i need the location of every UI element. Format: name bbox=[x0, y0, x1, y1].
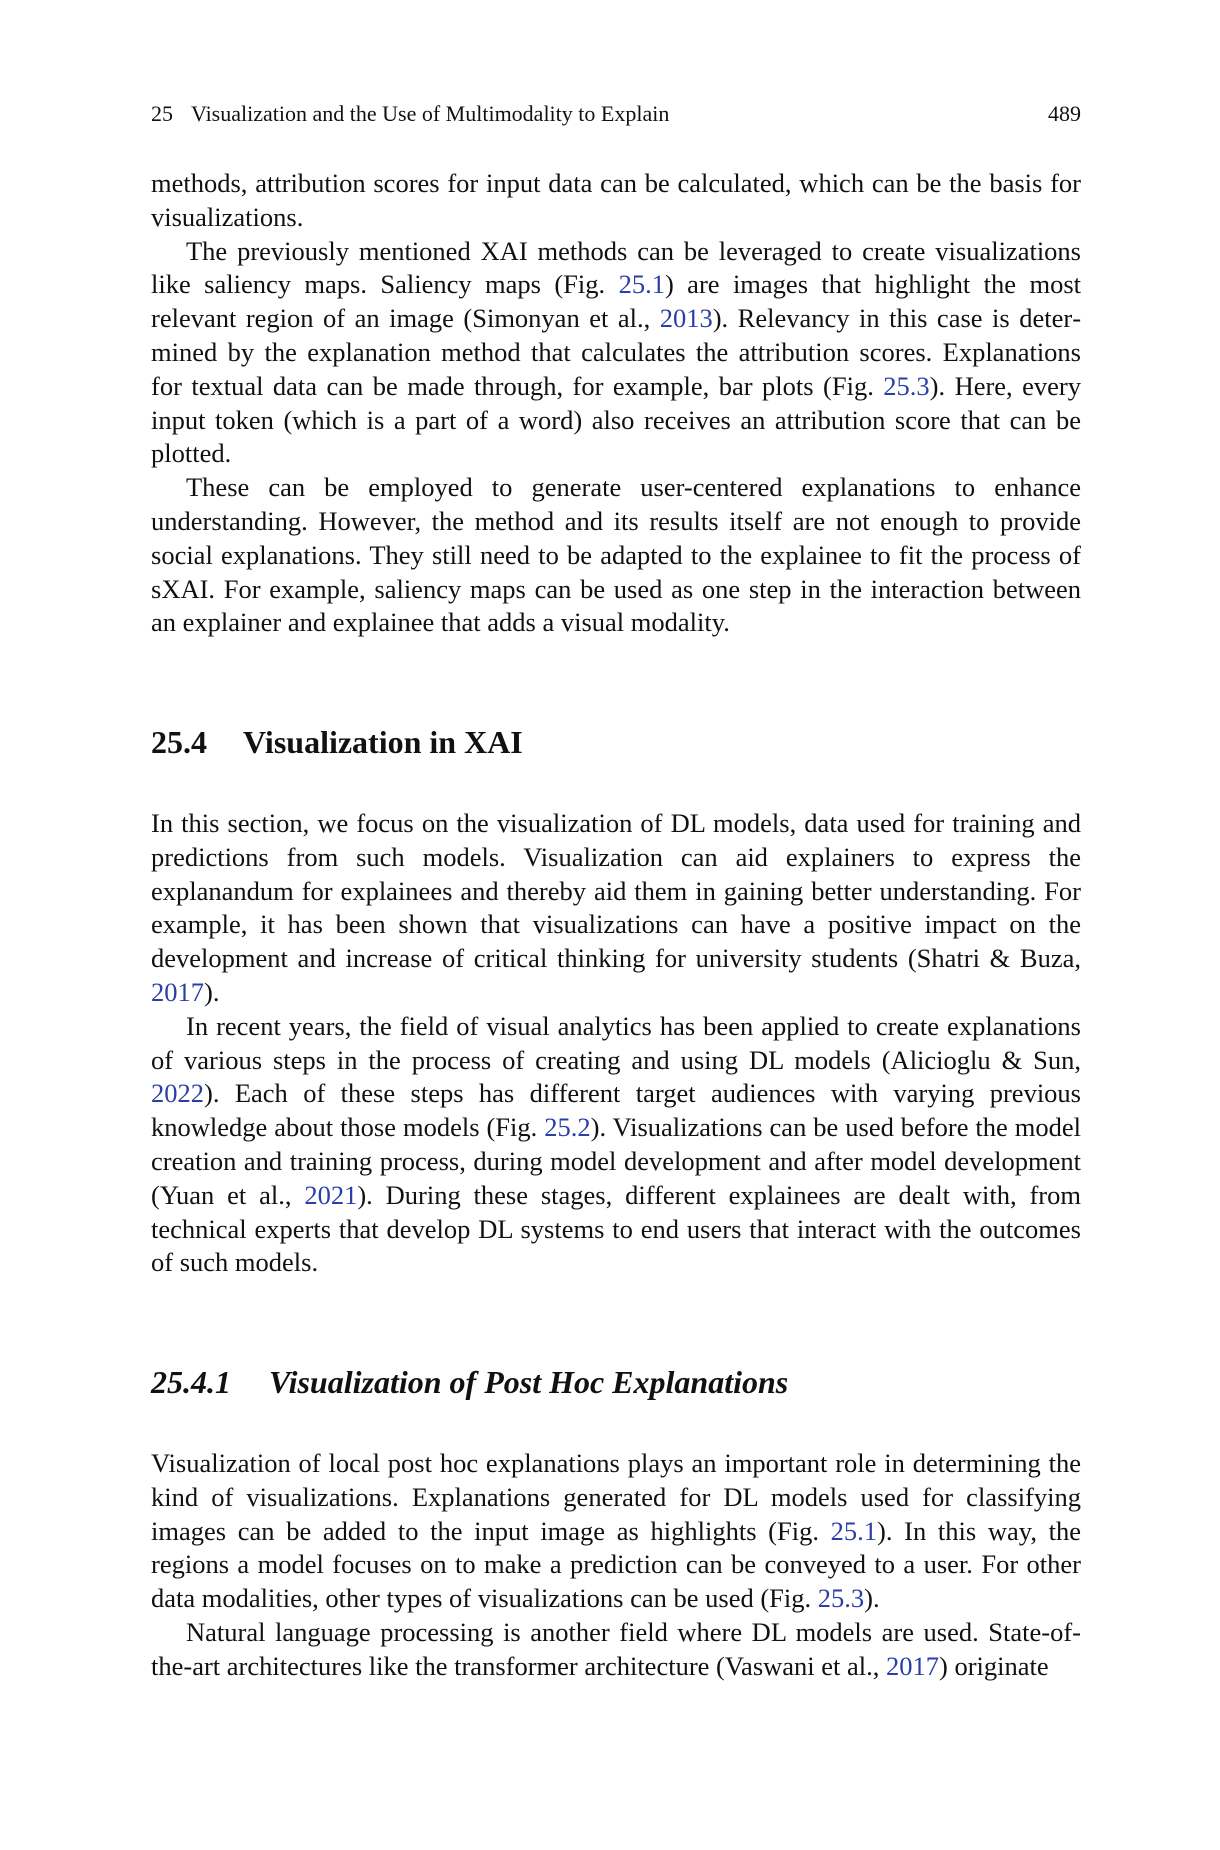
paragraph-7: Natural language processing is another field where DL models are used. State-of-the-art architectures like the transformer architecture (Vaswani et al., 2017) originate bbox=[151, 1616, 1081, 1681]
section-number: 25.4 bbox=[151, 724, 207, 760]
subsection-number: 25.4.1 bbox=[151, 1364, 231, 1400]
section-heading bbox=[151, 722, 1081, 762]
subsection-title: Visualization of Post Hoc Explanations bbox=[269, 1364, 789, 1400]
page-number: 489 bbox=[1048, 101, 1081, 126]
chapter-number: 25 bbox=[151, 101, 173, 126]
citation-link-2017-vaswani[interactable]: 2017 bbox=[886, 1650, 940, 1681]
figure-link-25-1-b[interactable]: 25.1 bbox=[830, 1515, 878, 1546]
paragraph-5: In recent years, the field of visual analytics has been applied to create explanations of various steps in the process of creating and using DL models (Alicioglu & Sun, 2022). Each of these steps has different target audiences with varying previous knowledge about those models (Fig. 25.2). Visualizations can be used before the model creation and training process, during model development and after model development (Yuan et al., 2021). During these stages, different explainees are dealt with, from technical experts that develop DL systems to end users that interact with the outcomes of such models. bbox=[151, 1010, 1081, 1278]
running-head bbox=[151, 98, 1081, 130]
chapter-title: Visualization and the Use of Multimodality to Explain bbox=[191, 101, 670, 126]
paragraph-1: methods, attribution scores for input data can be calculated, which can be the basis for visualizations. bbox=[151, 168, 1081, 232]
paragraph-3: These can be employed to generate user-centered explanations to enhance understanding. However, the method and its results itself are not enough to provide social explanations. They still need to be adapted to the explainee to fit the process of sXAI. For example, saliency maps can be used as one step in the interaction between an explainer and explainee that adds a visual modality. bbox=[151, 472, 1081, 638]
citation-link-2013[interactable]: 2013 bbox=[659, 303, 713, 334]
section-title: Visualization in XAI bbox=[243, 724, 523, 760]
figure-link-25-3-b[interactable]: 25.3 bbox=[817, 1583, 865, 1614]
citation-link-2021[interactable]: 2021 bbox=[304, 1179, 358, 1210]
paragraph-6: Visualization of local post hoc explanations plays an important role in determining the kind of visualizations. Explanations generated for DL models used for classifying images can be added to the input image as highlights (Fig. 25.1). In this way, the regions a model focuses on to make a prediction can be conveyed to a user. For other data modalities, other types of visualizations can be used (Fig. 25.3). bbox=[151, 1448, 1081, 1614]
subsection-text-block bbox=[151, 1447, 1081, 1684]
intro-text-block bbox=[151, 167, 1081, 640]
citation-link-2022[interactable]: 2022 bbox=[151, 1078, 204, 1109]
section-text-block bbox=[151, 807, 1081, 1280]
paragraph-2: The previously mentioned XAI methods can be leveraged to create visualizations like saliency maps. Saliency maps (Fig. 25.1) are images that highlight the most relevant region of an image (Simonyan et al., 2013). Relevancy in this case is determined by the explanation method that calculates the attribution scores. Explanations for textual data can be made through, for example, bar plots (Fig. 25.3). Here, every input token (which is a part of a word) also receives an attribution score that can be plotted. bbox=[151, 235, 1082, 469]
paragraph-4: In this section, we focus on the visualization of DL models, data used for training and predictions from such models. Visualization can aid explainers to express the explanandum for explainees and thereby aid them in gaining better understanding. For example, it has been shown that visualizations can have a positive impact on the development and increase of critical thinking for university students (Shatri & Buza, 2017). bbox=[151, 808, 1081, 1007]
figure-link-25-1[interactable]: 25.1 bbox=[618, 269, 665, 300]
subsection-heading bbox=[151, 1362, 1081, 1402]
chapter-heading bbox=[151, 98, 669, 130]
citation-link-2017-shatri[interactable]: 2017 bbox=[151, 976, 204, 1007]
figure-link-25-2[interactable]: 25.2 bbox=[544, 1112, 591, 1143]
figure-link-25-3[interactable]: 25.3 bbox=[883, 370, 930, 401]
